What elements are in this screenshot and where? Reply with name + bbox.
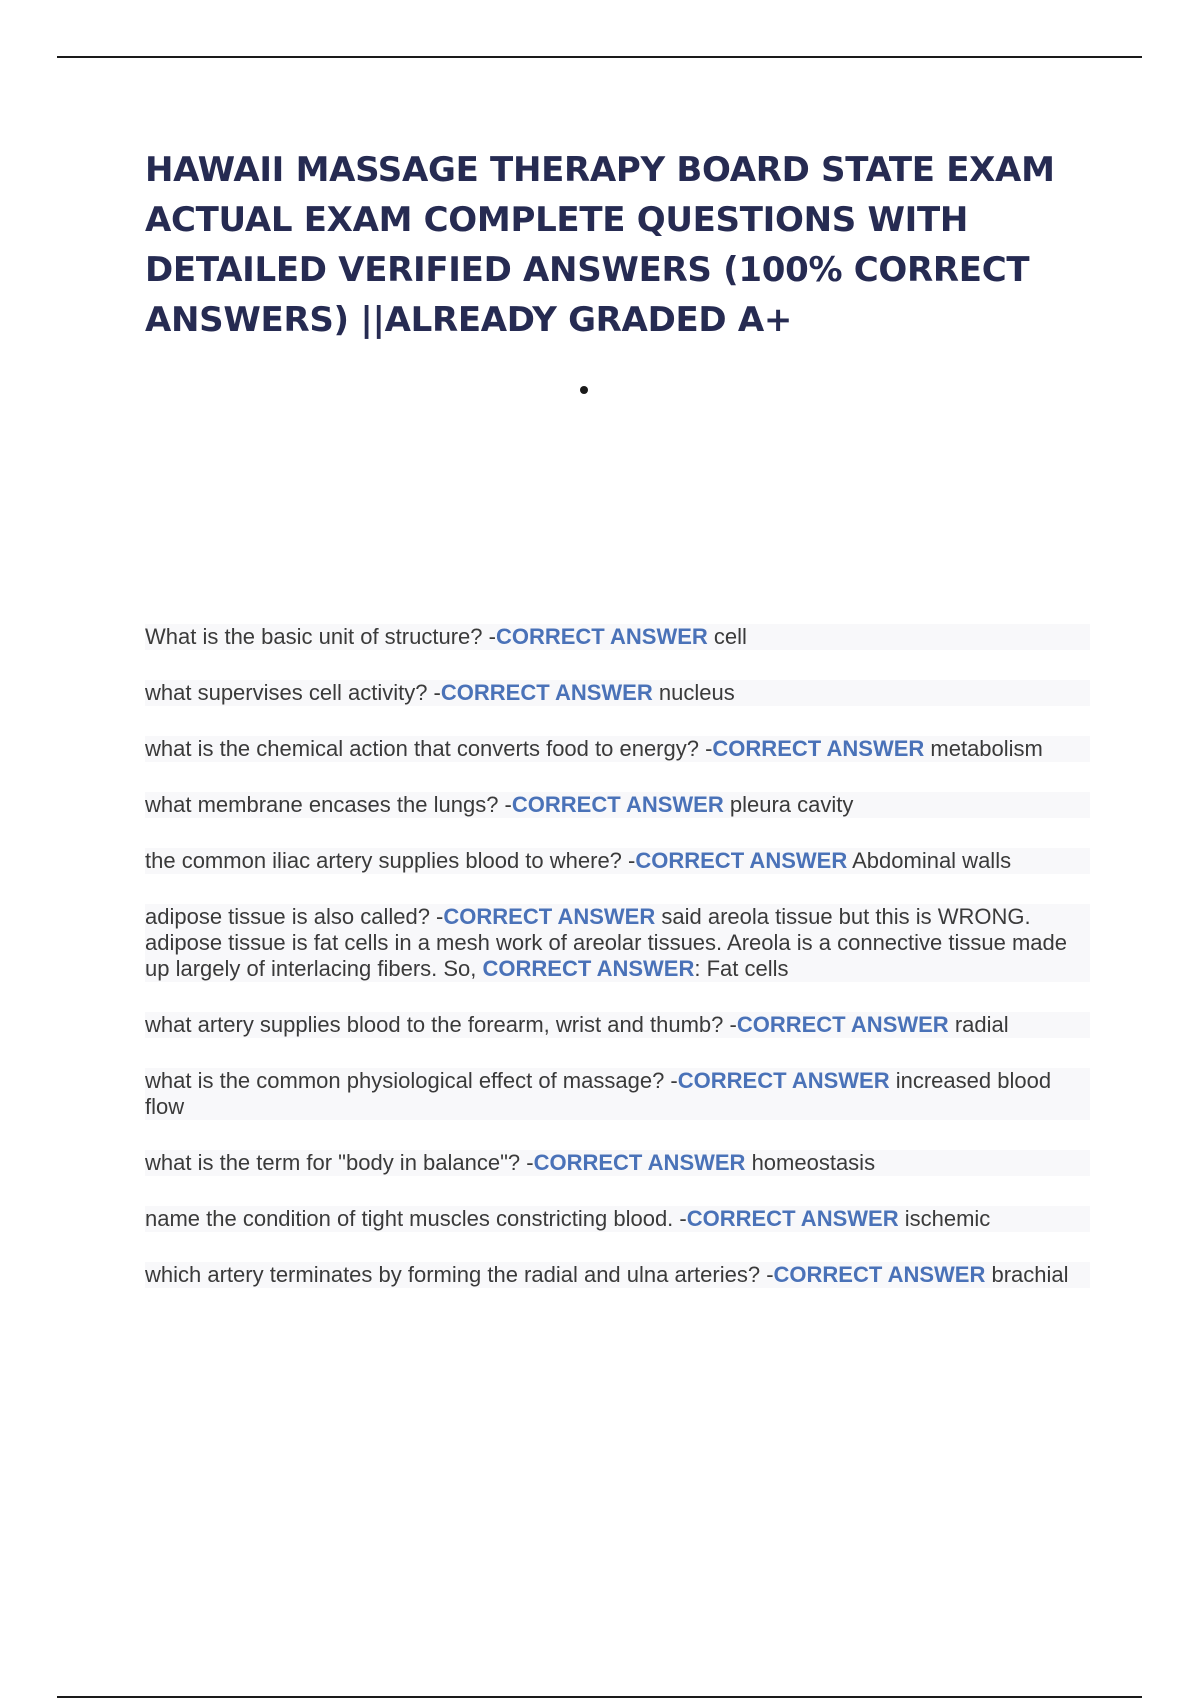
answer-text-final: : Fat cells	[694, 956, 789, 981]
question-text: what artery supplies blood to the forearm, wrist and thumb? -	[145, 1012, 737, 1037]
answer-label-inline: CORRECT ANSWER	[482, 956, 695, 981]
answer-text: homeostasis	[745, 1150, 876, 1175]
answer-text: nucleus	[652, 680, 735, 705]
answer-label: CORRECT ANSWER	[773, 1262, 986, 1287]
answer-label: CORRECT ANSWER	[712, 736, 925, 761]
qa-item	[145, 1068, 1090, 1120]
answer-text: pleura cavity	[723, 792, 854, 817]
qa-item	[145, 848, 1090, 874]
answer-text: Abdominal walls	[847, 848, 1012, 873]
bottom-rule	[57, 1696, 1142, 1698]
answer-text: brachial	[985, 1262, 1069, 1287]
answer-text: said areola tissue but this is WRONG. adipose tissue is fat cells in a mesh work of areolar tissues. Areola is a connective tissue made up largely of interlacing fibers. So,	[145, 904, 1068, 981]
qa-item	[145, 1262, 1090, 1288]
answer-text: increased blood flow	[145, 1068, 1052, 1119]
answer-label: CORRECT ANSWER	[495, 624, 708, 649]
answer-label: CORRECT ANSWER	[511, 792, 724, 817]
answer-label: CORRECT ANSWER	[686, 1206, 899, 1231]
qa-item	[145, 904, 1090, 982]
answer-label: CORRECT ANSWER	[533, 1150, 746, 1175]
question-text: what supervises cell activity? -	[145, 680, 441, 705]
qa-item	[145, 1150, 1090, 1176]
answer-text: cell	[707, 624, 747, 649]
qa-item	[145, 680, 1090, 706]
answer-text: metabolism	[924, 736, 1043, 761]
qa-item	[145, 624, 1090, 650]
bullet-dot	[580, 386, 588, 394]
top-rule	[57, 56, 1142, 58]
answer-label: CORRECT ANSWER	[635, 848, 848, 873]
question-text: what is the term for "body in balance"? -	[145, 1150, 534, 1175]
question-text: What is the basic unit of structure? -	[145, 624, 496, 649]
qa-item	[145, 1206, 1090, 1232]
question-text: what is the chemical action that converts food to energy? -	[145, 736, 713, 761]
question-text: what is the common physiological effect of massage? -	[145, 1068, 678, 1093]
question-text: name the condition of tight muscles constricting blood. -	[145, 1206, 687, 1231]
answer-text: ischemic	[898, 1206, 991, 1231]
answer-label: CORRECT ANSWER	[736, 1012, 949, 1037]
question-text: what membrane encases the lungs? -	[145, 792, 512, 817]
qa-list	[145, 624, 1090, 1318]
question-text: the common iliac artery supplies blood to where? -	[145, 848, 636, 873]
answer-label: CORRECT ANSWER	[677, 1068, 890, 1093]
answer-label: CORRECT ANSWER	[440, 680, 653, 705]
question-text: which artery terminates by forming the radial and ulna arteries? -	[145, 1262, 774, 1287]
qa-item	[145, 1012, 1090, 1038]
answer-text: radial	[948, 1012, 1009, 1037]
qa-item	[145, 792, 1090, 818]
question-text: adipose tissue is also called? -	[145, 904, 444, 929]
answer-label: CORRECT ANSWER	[443, 904, 656, 929]
document-title: HAWAII MASSAGE THERAPY BOARD STATE EXAM ACTUAL EXAM COMPLETE QUESTIONS WITH DETAILED VERIFIED ANSWERS (100% CORRECT ANSWERS) ||ALREADY GRADED A+	[145, 150, 1055, 340]
qa-item	[145, 736, 1090, 762]
